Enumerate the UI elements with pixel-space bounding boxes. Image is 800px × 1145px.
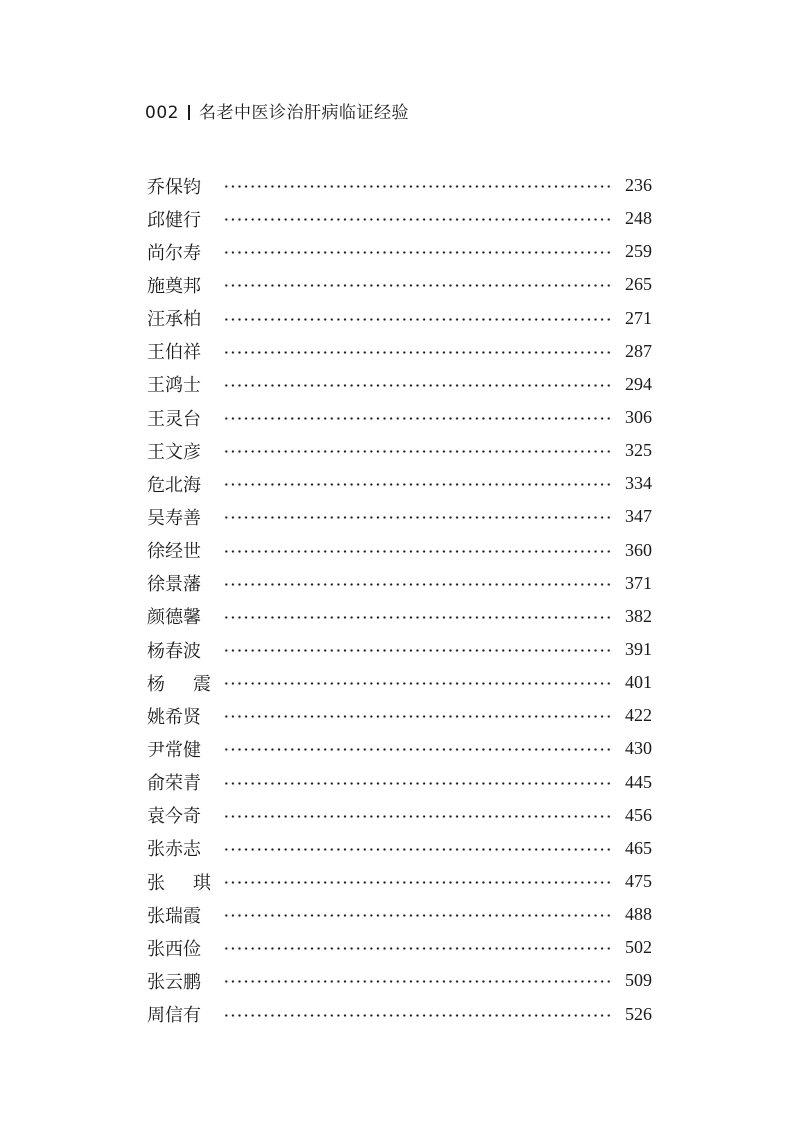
toc-leader-dots	[223, 947, 614, 950]
toc-entry[interactable]	[147, 169, 652, 202]
toc-entry[interactable]	[147, 732, 652, 765]
toc-entry[interactable]	[147, 567, 652, 600]
toc-entry-page: 382	[625, 605, 652, 626]
toc-entry-page: 325	[625, 440, 652, 461]
header-page-number: 002	[145, 103, 179, 123]
toc-leader-dots	[223, 185, 614, 188]
toc-entry[interactable]	[147, 600, 652, 633]
toc-leader-dots	[223, 848, 614, 851]
toc-entry-page: 502	[625, 937, 652, 958]
running-header	[145, 98, 409, 123]
toc-entry-name: 徐经世	[147, 541, 201, 563]
toc-entry[interactable]	[147, 202, 652, 235]
toc-leader-dots	[223, 748, 614, 751]
toc-leader-dots	[223, 483, 614, 486]
toc-entry[interactable]	[147, 964, 652, 997]
toc-entry-name: 袁今奇	[147, 806, 201, 828]
toc-leader-dots	[223, 881, 614, 884]
toc-entry-page: 526	[625, 1003, 652, 1024]
toc-entry[interactable]	[147, 401, 652, 434]
toc-entry[interactable]	[147, 699, 652, 732]
toc-entry-name: 王文彦	[147, 441, 201, 463]
toc-entry-name: 邱健行	[147, 209, 201, 231]
toc-entry-name: 张赤志	[147, 839, 201, 861]
toc-entry[interactable]	[147, 931, 652, 964]
toc-leader-dots	[223, 417, 614, 420]
toc-leader-dots	[223, 318, 614, 321]
toc-entry-page: 475	[625, 871, 652, 892]
toc-entry-name: 周信有	[147, 1005, 201, 1027]
toc-entry-page: 334	[625, 473, 652, 494]
toc-entry-name: 张西俭	[147, 938, 201, 960]
toc-entry-name: 王灵台	[147, 408, 201, 430]
toc-leader-dots	[223, 815, 614, 818]
table-of-contents	[147, 169, 652, 1031]
toc-leader-dots	[223, 218, 614, 221]
toc-entry-name: 俞荣青	[147, 773, 201, 795]
toc-leader-dots	[223, 914, 614, 917]
toc-entry[interactable]	[147, 865, 652, 898]
toc-entry-page: 509	[625, 970, 652, 991]
toc-entry[interactable]	[147, 633, 652, 666]
toc-entry[interactable]	[147, 799, 652, 832]
toc-entry-page: 456	[625, 804, 652, 825]
toc-leader-dots	[223, 682, 614, 685]
toc-entry-name: 徐景藩	[147, 574, 201, 596]
toc-leader-dots	[223, 1014, 614, 1017]
toc-entry-page: 347	[625, 506, 652, 527]
toc-leader-dots	[223, 450, 614, 453]
toc-entry-name: 张琪	[147, 872, 211, 894]
toc-leader-dots	[223, 649, 614, 652]
toc-entry-page: 391	[625, 639, 652, 660]
toc-entry[interactable]	[147, 335, 652, 368]
header-book-title: 名老中医诊治肝病临证经验	[198, 103, 409, 123]
toc-leader-dots	[223, 384, 614, 387]
toc-leader-dots	[223, 583, 614, 586]
toc-leader-dots	[223, 715, 614, 718]
toc-entry-page: 445	[625, 771, 652, 792]
toc-entry-name: 杨震	[147, 673, 211, 695]
toc-entry[interactable]	[147, 766, 652, 799]
toc-leader-dots	[223, 616, 614, 619]
toc-entry-page: 401	[625, 672, 652, 693]
toc-entry[interactable]	[147, 434, 652, 467]
toc-entry-page: 236	[625, 175, 652, 196]
toc-entry-page: 488	[625, 904, 652, 925]
toc-leader-dots	[223, 351, 614, 354]
toc-leader-dots	[223, 782, 614, 785]
toc-entry-page: 306	[625, 407, 652, 428]
toc-entry-page: 430	[625, 738, 652, 759]
toc-entry-name: 王鸿士	[147, 375, 201, 397]
toc-entry-page: 360	[625, 539, 652, 560]
toc-entry[interactable]	[147, 368, 652, 401]
toc-entry-name: 杨春波	[147, 640, 201, 662]
toc-leader-dots	[223, 284, 614, 287]
toc-entry[interactable]	[147, 898, 652, 931]
toc-entry-name: 姚希贤	[147, 706, 201, 728]
toc-entry[interactable]	[147, 832, 652, 865]
toc-entry[interactable]	[147, 235, 652, 268]
toc-entry-page: 271	[625, 307, 652, 328]
toc-leader-dots	[223, 516, 614, 519]
toc-entry[interactable]	[147, 998, 652, 1031]
toc-entry-name: 吴寿善	[147, 507, 201, 529]
toc-entry-name: 汪承柏	[147, 309, 201, 331]
toc-entry-name: 张云鹏	[147, 971, 201, 993]
toc-entry[interactable]	[147, 666, 652, 699]
toc-entry-page: 465	[625, 837, 652, 858]
toc-leader-dots	[223, 251, 614, 254]
toc-entry-page: 248	[625, 208, 652, 229]
toc-entry-name: 尹常健	[147, 739, 201, 761]
toc-entry-name: 张瑞霞	[147, 905, 201, 927]
toc-entry[interactable]	[147, 500, 652, 533]
toc-entry-page: 371	[625, 572, 652, 593]
toc-entry-page: 265	[625, 274, 652, 295]
toc-entry[interactable]	[147, 268, 652, 301]
toc-entry-page: 294	[625, 373, 652, 394]
toc-entry[interactable]	[147, 467, 652, 500]
toc-entry-page: 422	[625, 705, 652, 726]
toc-entry-name: 王伯祥	[147, 342, 201, 364]
toc-entry[interactable]	[147, 534, 652, 567]
toc-entry-name: 尚尔寿	[147, 242, 201, 264]
toc-entry-name: 颜德馨	[147, 607, 201, 629]
toc-entry-page: 287	[625, 340, 652, 361]
toc-entry[interactable]	[147, 302, 652, 335]
toc-leader-dots	[223, 980, 614, 983]
header-separator	[188, 105, 190, 120]
toc-entry-page: 259	[625, 241, 652, 262]
toc-entry-name: 施奠邦	[147, 275, 201, 297]
toc-entry-name: 乔保钧	[147, 176, 201, 198]
toc-leader-dots	[223, 550, 614, 553]
toc-entry-name: 危北海	[147, 474, 201, 496]
